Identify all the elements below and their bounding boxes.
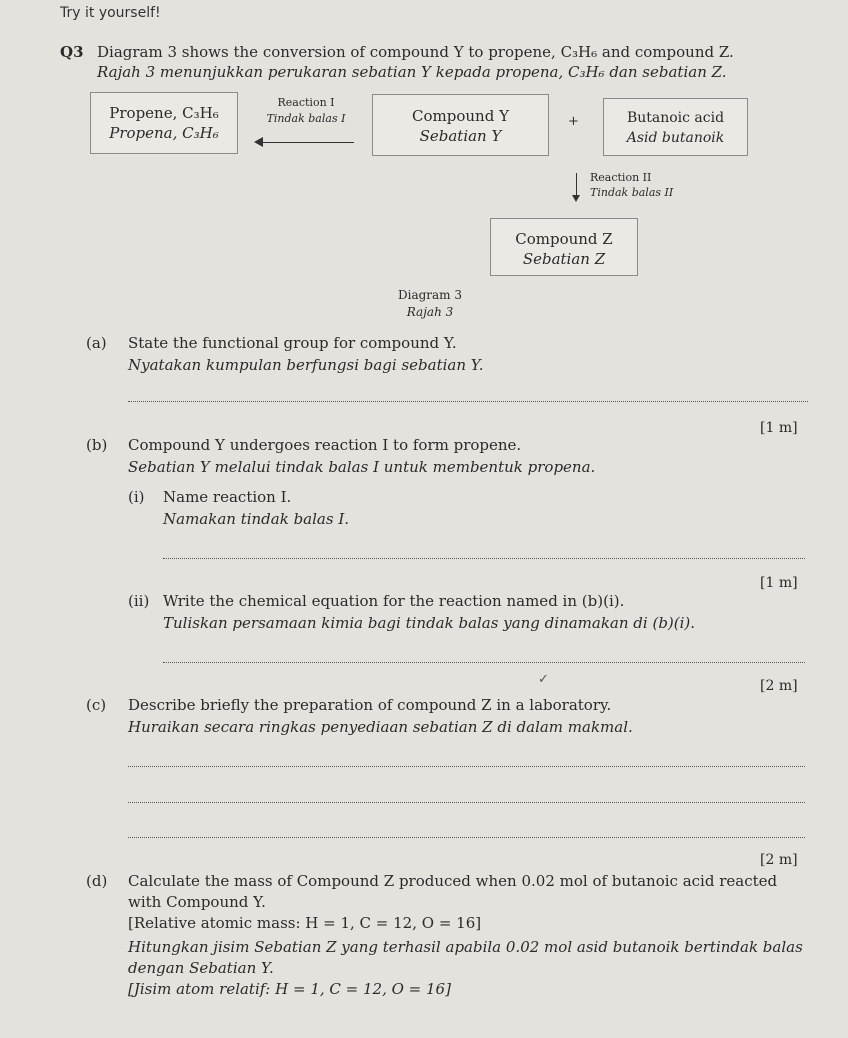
- compound-z-label-ms: Sebatian Z: [522, 250, 606, 268]
- reaction2-label-ms: Tindak balas II: [590, 186, 674, 199]
- part-b-ii-answer-line[interactable]: [163, 662, 805, 663]
- part-b-ii-marks: [2 m]: [760, 678, 798, 694]
- tick-mark-icon: ✓: [538, 672, 549, 687]
- part-d-ram-en: [Relative atomic mass: H = 1, C = 12, O = 16]: [128, 914, 482, 932]
- part-b-question-en: Compound Y undergoes reaction I to form propene.: [128, 436, 522, 454]
- compound-y-box: [372, 94, 549, 156]
- part-b-i-question-ms: Namakan tindak balas I.: [163, 510, 350, 528]
- part-b-ii-question-ms: Tuliskan persamaan kimia bagi tindak balas yang dinamakan di (b)(i).: [163, 614, 696, 632]
- compound-z-box: [490, 218, 638, 276]
- compound-z-label-en: Compound Z: [515, 230, 613, 248]
- part-a-label: (a): [86, 334, 107, 352]
- reaction2-label-en: Reaction II: [590, 171, 652, 184]
- butanoic-label-en: Butanoic acid: [626, 110, 725, 126]
- part-b-ii-label: (ii): [128, 592, 150, 610]
- compound-y-label-ms: Sebatian Y: [419, 127, 502, 145]
- part-c-answer-line-1[interactable]: [128, 766, 805, 767]
- plus-sign: +: [568, 114, 579, 129]
- propene-label-ms: Propena, C₃H₆: [109, 124, 219, 142]
- question-number: Q3: [60, 43, 84, 61]
- part-d-question-ms-1: Hitungkan jisim Sebatian Z yang terhasil apabila 0.02 mol asid butanoik bertindak balas: [128, 938, 803, 956]
- reaction1-label-ms: Tindak balas I: [266, 112, 346, 125]
- part-d-question-ms-2: dengan Sebatian Y.: [128, 959, 274, 977]
- part-d-label: (d): [86, 872, 108, 890]
- part-c-answer-line-3[interactable]: [128, 837, 805, 838]
- part-d-ram-ms: [Jisim atom relatif: H = 1, C = 12, O = 16]: [128, 980, 451, 998]
- diagram-caption-ms: Rajah 3: [406, 305, 454, 319]
- diagram-caption-en: Diagram 3: [397, 288, 462, 302]
- compound-y-label-en: Compound Y: [412, 107, 509, 125]
- handwritten-note: Try it yourself!: [60, 5, 161, 21]
- part-b-question-ms: Sebatian Y melalui tindak balas I untuk membentuk propena.: [128, 458, 596, 476]
- part-c-marks: [2 m]: [760, 852, 798, 868]
- part-c-question-en: Describe briefly the preparation of compound Z in a laboratory.: [128, 696, 612, 714]
- part-a-marks: [1 m]: [760, 420, 798, 436]
- part-c-answer-line-2[interactable]: [128, 802, 805, 803]
- part-a-question-ms: Nyatakan kumpulan berfungsi bagi sebatian Y.: [128, 356, 484, 374]
- reaction1-label-en: Reaction I: [277, 96, 335, 109]
- part-c-label: (c): [86, 696, 107, 714]
- part-a-question-en: State the functional group for compound Y.: [128, 334, 457, 352]
- propene-label-en: Propene, C₃H₆: [109, 104, 219, 122]
- butanoic-label-ms: Asid butanoik: [626, 130, 725, 146]
- part-b-i-answer-line[interactable]: [163, 558, 805, 559]
- part-b-ii-question-en: Write the chemical equation for the reaction named in (b)(i).: [163, 592, 625, 610]
- question-intro-ms: Rajah 3 menunjukkan perukaran sebatian Y kepada propena, C₃H₆ dan sebatian Z.: [97, 63, 727, 81]
- part-b-label: (b): [86, 436, 108, 454]
- part-c-question-ms: Huraikan secara ringkas penyediaan sebatian Z di dalam makmal.: [128, 718, 633, 736]
- butanoic-acid-box: [603, 98, 748, 156]
- part-d-question-en-2: with Compound Y.: [128, 893, 266, 911]
- part-b-i-label: (i): [128, 488, 145, 506]
- part-a-answer-line[interactable]: [128, 401, 808, 402]
- part-b-i-marks: [1 m]: [760, 575, 798, 591]
- propene-box: [90, 92, 238, 154]
- question-intro-en: Diagram 3 shows the conversion of compound Y to propene, C₃H₆ and compound Z.: [97, 43, 734, 61]
- part-d-question-en-1: Calculate the mass of Compound Z produced when 0.02 mol of butanoic acid reacted: [128, 872, 778, 890]
- part-b-i-question-en: Name reaction I.: [163, 488, 292, 506]
